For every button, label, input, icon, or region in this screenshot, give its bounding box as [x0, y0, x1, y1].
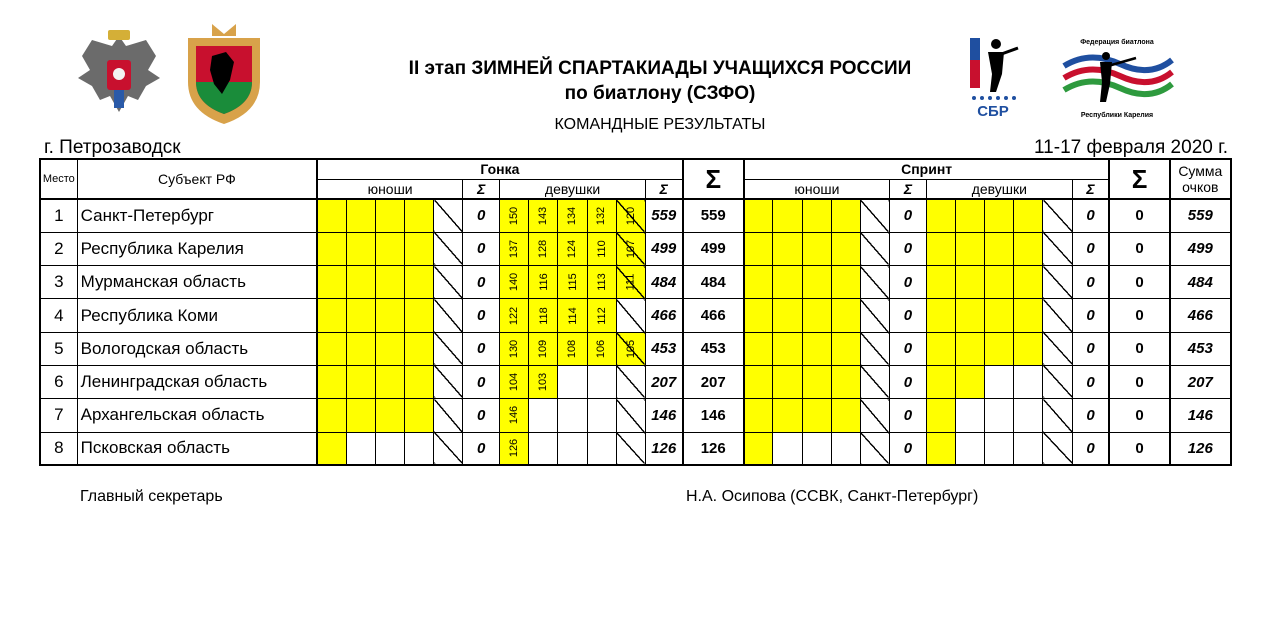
sprint-boys-sum: 0: [889, 266, 926, 299]
race-boys-slot: [375, 266, 404, 299]
sprint-boys-slot: [831, 199, 860, 232]
sprint-girls-slot: [1014, 365, 1043, 398]
sprint-sum: 0: [1109, 332, 1169, 365]
sprint-boys-slot: [744, 332, 773, 365]
sprint-sum: 0: [1109, 299, 1169, 332]
header-sprint-boys: юноши: [744, 179, 890, 199]
girls-points: 106: [595, 339, 608, 359]
place-cell: 7: [40, 399, 77, 432]
race-girls-slot: [500, 332, 529, 365]
sprint-sum: 0: [1109, 266, 1169, 299]
sprint-boys-slot: [773, 266, 802, 299]
document-subtitle: по биатлону (СЗФО): [564, 83, 756, 104]
race-sum: 146: [683, 399, 744, 432]
sprint-sum: 0: [1109, 199, 1169, 232]
header-subject: Субъект РФ: [77, 159, 317, 199]
race-boys-slot: [346, 266, 375, 299]
sprint-girls-slot: [927, 266, 956, 299]
race-girls-slot: [500, 199, 529, 232]
race-sum: 559: [683, 199, 744, 232]
sprint-boys-slot: [802, 365, 831, 398]
sprint-girls-slot: [985, 266, 1014, 299]
race-girls-sum: 499: [645, 232, 682, 265]
sprint-girls-slot: [956, 266, 985, 299]
place-cell: 1: [40, 199, 77, 232]
svg-text:Федерация биатлона: Федерация биатлона: [1080, 39, 1154, 46]
sprint-boys-sum: 0: [889, 365, 926, 398]
sprint-girls-sum: 0: [1072, 199, 1109, 232]
sprint-girls-slot: [927, 199, 956, 232]
total-points: 146: [1170, 399, 1231, 432]
table-row: [40, 299, 1231, 332]
girls-points: 118: [537, 306, 550, 325]
race-boys-slot: [346, 432, 375, 465]
total-points: 466: [1170, 299, 1231, 332]
girls-points: 113: [595, 273, 608, 292]
race-boys-slot: [375, 199, 404, 232]
header-sprint-boys-sigma: Σ: [889, 179, 926, 199]
sprint-boys-slot: [860, 432, 889, 465]
sprint-girls-slot: [1014, 266, 1043, 299]
russian-coat-of-arms-logo: [76, 26, 162, 122]
sprint-girls-sum: 0: [1072, 299, 1109, 332]
girls-points: 112: [595, 306, 608, 325]
karelia-coat-of-arms-logo: [182, 22, 266, 126]
team-results-table: [39, 158, 1232, 466]
sprint-girls-slot: [1014, 299, 1043, 332]
girls-points: 103: [537, 372, 550, 392]
header-place: Место: [40, 159, 77, 199]
total-points: 207: [1170, 365, 1231, 398]
total-points: 453: [1170, 332, 1231, 365]
table-row: [40, 266, 1231, 299]
race-girls-slot: [500, 266, 529, 299]
sprint-girls-slot: [1043, 199, 1072, 232]
chief-secretary-name: Н.А. Осипова (ССВК, Санкт-Петербург): [686, 488, 979, 505]
subject-cell: Вологодская область: [77, 332, 317, 365]
sprint-boys-slot: [744, 365, 773, 398]
place-cell: 2: [40, 232, 77, 265]
sprint-boys-slot: [802, 266, 831, 299]
header-sprint-girls: девушки: [927, 179, 1073, 199]
race-girls-slot: [587, 332, 616, 365]
race-boys-slot: [375, 365, 404, 398]
sprint-boys-slot: [744, 399, 773, 432]
sprint-boys-slot: [773, 432, 802, 465]
race-girls-slot: [529, 399, 558, 432]
girls-points: 150: [508, 206, 521, 226]
race-girls-slot: [558, 365, 587, 398]
race-sum: 484: [683, 266, 744, 299]
sprint-boys-slot: [744, 299, 773, 332]
race-girls-slot: [616, 365, 645, 398]
race-girls-sum: 126: [645, 432, 682, 465]
table-row: [40, 365, 1231, 398]
girls-points: 130: [508, 339, 521, 359]
race-boys-slot: [346, 299, 375, 332]
sprint-girls-slot: [1043, 332, 1072, 365]
city-label: г. Петрозаводск: [44, 137, 181, 158]
girls-points: 109: [537, 339, 550, 359]
race-girls-slot: [587, 432, 616, 465]
sprint-girls-sum: 0: [1072, 399, 1109, 432]
sprint-girls-slot: [985, 365, 1014, 398]
race-boys-slot: [404, 199, 433, 232]
sprint-boys-slot: [831, 232, 860, 265]
girls-points: 128: [537, 239, 550, 259]
header-race-boys: юноши: [317, 179, 463, 199]
results-heading: КОМАНДНЫЕ РЕЗУЛЬТАТЫ: [554, 116, 766, 133]
race-girls-slot: [529, 332, 558, 365]
race-girls-slot: [558, 299, 587, 332]
total-points: 126: [1170, 432, 1231, 465]
sprint-girls-slot: [1043, 432, 1072, 465]
race-boys-slot: [317, 199, 346, 232]
girls-points: 115: [566, 273, 579, 292]
sprint-boys-slot: [831, 365, 860, 398]
sprint-girls-slot: [927, 365, 956, 398]
sprint-boys-sum: 0: [889, 432, 926, 465]
sprint-boys-slot: [773, 232, 802, 265]
sprint-girls-slot: [985, 299, 1014, 332]
dates-label: 11-17 февраля 2020 г.: [1034, 137, 1228, 158]
svg-text:СБР: СБР: [977, 103, 1009, 120]
sprint-girls-slot: [1043, 266, 1072, 299]
sprint-boys-slot: [860, 299, 889, 332]
race-boys-slot: [434, 199, 463, 232]
sprint-boys-slot: [860, 199, 889, 232]
race-girls-slot: [558, 199, 587, 232]
girls-points: 143: [537, 206, 550, 226]
sprint-girls-slot: [956, 199, 985, 232]
race-boys-slot: [404, 432, 433, 465]
girls-points: 126: [508, 439, 521, 458]
sprint-boys-slot: [802, 432, 831, 465]
table-row: [40, 432, 1231, 465]
race-boys-sum: 0: [463, 332, 500, 365]
table-row: [40, 199, 1231, 232]
subject-cell: Ленинградская область: [77, 365, 317, 398]
race-boys-slot: [404, 365, 433, 398]
race-girls-slot: [500, 365, 529, 398]
sprint-boys-slot: [773, 299, 802, 332]
sprint-boys-slot: [773, 365, 802, 398]
sprint-boys-slot: [831, 332, 860, 365]
race-girls-slot: [529, 432, 558, 465]
race-girls-slot: [616, 332, 645, 365]
header-sprint-sigma: Σ: [1109, 159, 1169, 199]
sprint-girls-slot: [1043, 232, 1072, 265]
girls-points: 114: [566, 306, 579, 325]
race-boys-sum: 0: [463, 199, 500, 232]
sprint-girls-slot: [956, 365, 985, 398]
sprint-boys-slot: [802, 332, 831, 365]
race-girls-slot: [558, 432, 587, 465]
race-girls-sum: 146: [645, 399, 682, 432]
sprint-girls-slot: [1014, 199, 1043, 232]
race-girls-slot: [529, 199, 558, 232]
race-girls-slot: [558, 266, 587, 299]
document-title: II этап ЗИМНЕЙ СПАРТАКИАДЫ УЧАЩИХСЯ РОССИИ: [408, 58, 912, 79]
race-boys-slot: [404, 399, 433, 432]
sprint-girls-slot: [1014, 232, 1043, 265]
sprint-boys-slot: [802, 399, 831, 432]
race-girls-slot: [529, 299, 558, 332]
sprint-sum: 0: [1109, 232, 1169, 265]
sprint-boys-slot: [831, 399, 860, 432]
sprint-boys-slot: [744, 232, 773, 265]
sprint-girls-slot: [927, 232, 956, 265]
sprint-girls-slot: [1043, 299, 1072, 332]
girls-points: 146: [508, 406, 521, 425]
race-boys-slot: [404, 266, 433, 299]
sprint-boys-sum: 0: [889, 299, 926, 332]
girls-points: 110: [595, 240, 608, 258]
girls-points: 140: [508, 273, 521, 292]
race-boys-slot: [404, 232, 433, 265]
race-boys-sum: 0: [463, 399, 500, 432]
sprint-girls-sum: 0: [1072, 432, 1109, 465]
race-boys-slot: [317, 365, 346, 398]
sprint-girls-slot: [927, 432, 956, 465]
sprint-girls-slot: [1014, 432, 1043, 465]
sprint-sum: 0: [1109, 399, 1169, 432]
header-race-boys-sigma: Σ: [463, 179, 500, 199]
race-girls-slot: [529, 232, 558, 265]
race-boys-slot: [375, 332, 404, 365]
race-girls-slot: [616, 266, 645, 299]
sprint-boys-slot: [860, 266, 889, 299]
race-girls-slot: [500, 299, 529, 332]
race-girls-slot: [500, 432, 529, 465]
header-race-girls-sigma: Σ: [645, 179, 682, 199]
sprint-boys-slot: [744, 432, 773, 465]
chief-secretary-label: Главный секретарь: [80, 488, 223, 505]
race-girls-slot: [616, 299, 645, 332]
girls-points: 108: [566, 339, 579, 359]
sprint-sum: 0: [1109, 365, 1169, 398]
race-boys-slot: [375, 232, 404, 265]
sprint-girls-sum: 0: [1072, 266, 1109, 299]
girls-points: 132: [595, 206, 608, 226]
sprint-boys-slot: [860, 365, 889, 398]
race-girls-sum: 466: [645, 299, 682, 332]
race-boys-slot: [317, 332, 346, 365]
sprint-girls-slot: [985, 399, 1014, 432]
header-race-sigma: Σ: [683, 159, 744, 199]
place-cell: 3: [40, 266, 77, 299]
race-girls-slot: [587, 299, 616, 332]
girls-points: 107: [624, 239, 637, 259]
sprint-girls-sum: 0: [1072, 332, 1109, 365]
place-cell: 8: [40, 432, 77, 465]
race-boys-slot: [346, 399, 375, 432]
sprint-girls-slot: [1014, 399, 1043, 432]
race-girls-slot: [558, 332, 587, 365]
race-boys-slot: [346, 332, 375, 365]
race-sum: 466: [683, 299, 744, 332]
total-points: 559: [1170, 199, 1231, 232]
race-girls-sum: 559: [645, 199, 682, 232]
header-sprint-girls-sigma: Σ: [1072, 179, 1109, 199]
race-boys-slot: [375, 399, 404, 432]
race-girls-slot: [500, 232, 529, 265]
place-cell: 5: [40, 332, 77, 365]
girls-points: 137: [508, 239, 521, 259]
table-row: [40, 399, 1231, 432]
race-boys-sum: 0: [463, 266, 500, 299]
race-sum: 499: [683, 232, 744, 265]
sprint-girls-slot: [1043, 399, 1072, 432]
race-boys-slot: [317, 266, 346, 299]
karelia-biathlon-federation-logo: [1060, 36, 1174, 120]
race-girls-slot: [587, 232, 616, 265]
sprint-girls-slot: [956, 232, 985, 265]
sprint-girls-slot: [927, 332, 956, 365]
total-points: 499: [1170, 232, 1231, 265]
race-girls-sum: 207: [645, 365, 682, 398]
race-girls-slot: [587, 399, 616, 432]
sprint-boys-slot: [860, 232, 889, 265]
sprint-girls-slot: [956, 332, 985, 365]
table-row: [40, 232, 1231, 265]
race-boys-sum: 0: [463, 299, 500, 332]
subject-cell: Санкт-Петербург: [77, 199, 317, 232]
girls-points: 120: [624, 206, 637, 226]
sprint-girls-sum: 0: [1072, 232, 1109, 265]
race-sum: 207: [683, 365, 744, 398]
subject-cell: Республика Коми: [77, 299, 317, 332]
race-girls-slot: [587, 199, 616, 232]
header-race-girls: девушки: [500, 179, 646, 199]
race-girls-slot: [558, 232, 587, 265]
sprint-boys-sum: 0: [889, 199, 926, 232]
sprint-boys-slot: [831, 266, 860, 299]
subject-cell: Республика Карелия: [77, 232, 317, 265]
sprint-boys-slot: [773, 399, 802, 432]
race-boys-slot: [346, 199, 375, 232]
race-boys-slot: [317, 299, 346, 332]
race-boys-slot: [317, 232, 346, 265]
table-row: [40, 332, 1231, 365]
race-girls-slot: [616, 199, 645, 232]
place-cell: 6: [40, 365, 77, 398]
sprint-girls-slot: [1014, 332, 1043, 365]
sprint-girls-slot: [956, 399, 985, 432]
race-girls-slot: [587, 365, 616, 398]
race-boys-slot: [317, 432, 346, 465]
sprint-girls-sum: 0: [1072, 365, 1109, 398]
race-boys-slot: [375, 299, 404, 332]
sprint-girls-slot: [985, 432, 1014, 465]
race-boys-slot: [346, 232, 375, 265]
sprint-boys-slot: [802, 232, 831, 265]
race-girls-slot: [500, 399, 529, 432]
race-girls-slot: [616, 432, 645, 465]
header-race: Гонка: [317, 159, 683, 179]
race-boys-slot: [434, 266, 463, 299]
race-girls-sum: 484: [645, 266, 682, 299]
race-sum: 126: [683, 432, 744, 465]
race-boys-slot: [404, 299, 433, 332]
race-boys-sum: 0: [463, 365, 500, 398]
race-boys-slot: [404, 332, 433, 365]
sprint-boys-slot: [802, 299, 831, 332]
sprint-boys-slot: [744, 199, 773, 232]
sprint-boys-slot: [802, 199, 831, 232]
girls-points: 134: [566, 206, 579, 226]
sprint-girls-slot: [927, 399, 956, 432]
subject-cell: Архангельская область: [77, 399, 317, 432]
total-points: 484: [1170, 266, 1231, 299]
sprint-boys-sum: 0: [889, 332, 926, 365]
race-boys-slot: [375, 432, 404, 465]
girls-points: 111: [624, 273, 637, 291]
girls-points: 116: [537, 273, 550, 292]
sprint-boys-slot: [773, 332, 802, 365]
sprint-girls-slot: [956, 432, 985, 465]
race-girls-slot: [616, 232, 645, 265]
girls-points: 104: [508, 372, 521, 392]
place-cell: 4: [40, 299, 77, 332]
sprint-boys-slot: [744, 266, 773, 299]
sprint-girls-slot: [927, 299, 956, 332]
girls-points: 124: [566, 239, 579, 259]
race-boys-sum: 0: [463, 432, 500, 465]
girls-points: 122: [508, 306, 521, 325]
race-girls-slot: [558, 399, 587, 432]
race-girls-slot: [587, 266, 616, 299]
race-boys-slot: [434, 432, 463, 465]
sprint-boys-slot: [831, 432, 860, 465]
sprint-boys-sum: 0: [889, 399, 926, 432]
race-boys-slot: [434, 365, 463, 398]
sprint-girls-slot: [985, 232, 1014, 265]
sprint-boys-sum: 0: [889, 232, 926, 265]
race-girls-slot: [529, 266, 558, 299]
race-boys-slot: [434, 399, 463, 432]
header-sprint: Спринт: [744, 159, 1110, 179]
subject-cell: Псковская область: [77, 432, 317, 465]
sprint-girls-slot: [1043, 365, 1072, 398]
sprint-sum: 0: [1109, 432, 1169, 465]
sprint-boys-slot: [773, 199, 802, 232]
sprint-girls-slot: [956, 299, 985, 332]
sprint-boys-slot: [860, 399, 889, 432]
race-girls-sum: 453: [645, 332, 682, 365]
race-boys-sum: 0: [463, 232, 500, 265]
sprint-boys-slot: [831, 299, 860, 332]
sprint-girls-slot: [985, 199, 1014, 232]
girls-points: 105: [624, 339, 637, 359]
race-boys-slot: [317, 399, 346, 432]
race-sum: 453: [683, 332, 744, 365]
race-boys-slot: [346, 365, 375, 398]
svg-text:Республики Карелия: Республики Карелия: [1080, 112, 1154, 119]
race-boys-slot: [434, 332, 463, 365]
sprint-girls-slot: [985, 332, 1014, 365]
subject-cell: Мурманская область: [77, 266, 317, 299]
race-boys-slot: [434, 232, 463, 265]
sprint-boys-slot: [860, 332, 889, 365]
race-girls-slot: [616, 399, 645, 432]
header-total: Сумма очков: [1170, 159, 1231, 199]
race-boys-slot: [434, 299, 463, 332]
race-girls-slot: [529, 365, 558, 398]
